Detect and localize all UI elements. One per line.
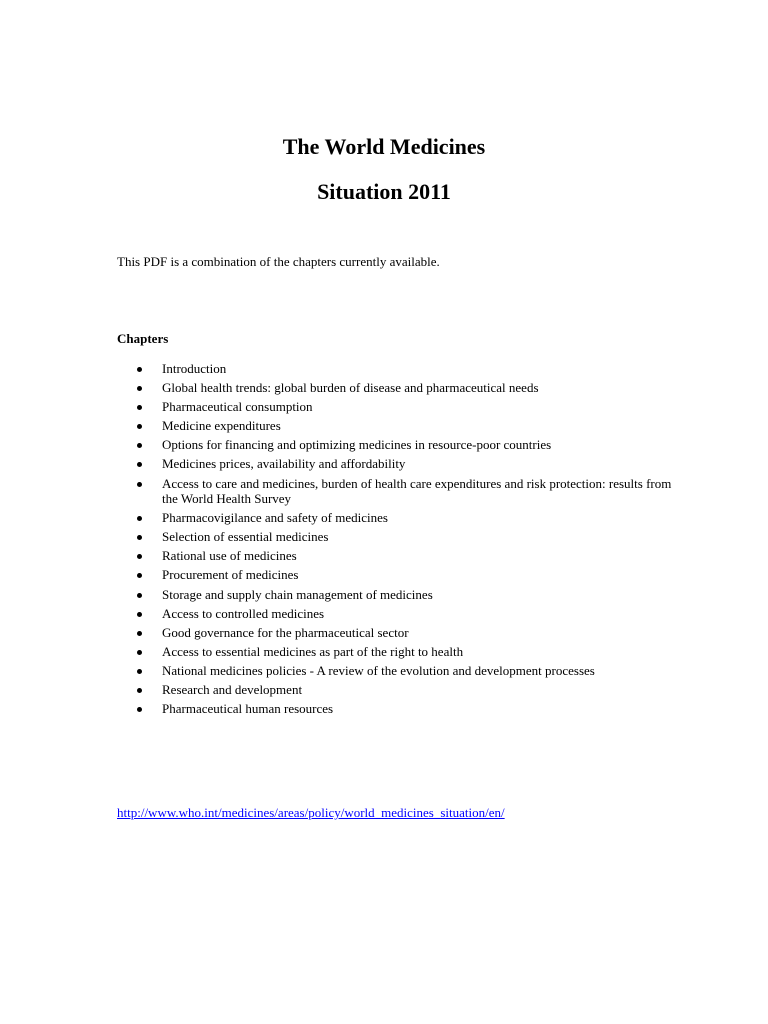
chapter-label: Pharmaceutical human resources — [162, 701, 334, 717]
chapter-label: Research and development — [162, 682, 303, 697]
chapter-item — [117, 587, 677, 603]
chapter-item — [117, 456, 677, 472]
chapter-item — [117, 625, 677, 641]
chapter-item — [117, 548, 677, 564]
chapter-label: National medicines policies - A review of the evolution and development processes — [162, 662, 595, 678]
document-title-line-1: The World Medicines — [282, 134, 486, 159]
chapter-label: Access to care and medicines, burden of health care expenditures and risk protection: results from the World Health Survey — [162, 475, 672, 507]
bullet-icon — [137, 535, 142, 540]
chapter-item — [117, 399, 677, 415]
chapter-label: Good governance for the pharmaceutical sector — [162, 624, 409, 640]
bullet-icon — [137, 367, 142, 372]
chapter-item — [117, 418, 677, 434]
who-link[interactable]: http://www.who.int/medicines/areas/policy/world_medicines_situation/en/ — [117, 805, 505, 820]
chapter-item — [117, 510, 677, 526]
chapter-item — [117, 567, 677, 583]
bullet-icon — [137, 516, 142, 521]
chapter-label: Rational use of medicines — [162, 548, 297, 564]
chapter-item — [117, 476, 677, 507]
chapter-label: Introduction — [162, 361, 227, 376]
bullet-icon — [137, 612, 142, 617]
chapter-label: Pharmaceutical consumption — [162, 399, 313, 415]
chapters-heading: Chapters — [117, 331, 169, 346]
bullet-icon — [137, 443, 142, 448]
chapter-item — [117, 682, 677, 698]
bullet-icon — [137, 688, 142, 693]
chapter-label: Storage and supply chain management of medicines — [162, 586, 433, 602]
chapter-item — [117, 644, 677, 660]
bullet-icon — [137, 462, 142, 467]
bullet-icon — [137, 386, 142, 391]
chapter-label: Medicine expenditures — [162, 418, 281, 434]
chapter-item — [117, 529, 677, 545]
chapter-label: Procurement of medicines — [162, 567, 299, 583]
bullet-icon — [137, 593, 142, 598]
chapter-item — [117, 606, 677, 622]
document-title-line-2: Situation 2011 — [317, 179, 451, 204]
chapter-label: Options for financing and optimizing medicines in resource-poor countries — [162, 437, 552, 453]
chapter-item — [117, 701, 677, 717]
chapter-label: Medicines prices, availability and affordability — [162, 456, 406, 472]
bullet-icon — [137, 707, 142, 712]
intro-text: This PDF is a combination of the chapters currently available. — [117, 254, 440, 269]
chapter-list — [117, 361, 677, 720]
bullet-icon — [137, 424, 142, 429]
chapter-item — [117, 361, 677, 377]
chapter-label: Pharmacovigilance and safety of medicines — [162, 510, 388, 526]
chapter-label: Selection of essential medicines — [162, 529, 329, 545]
bullet-icon — [137, 669, 142, 674]
bullet-icon — [137, 482, 142, 487]
bullet-icon — [137, 554, 142, 559]
bullet-icon — [137, 573, 142, 578]
chapter-item — [117, 380, 677, 396]
chapter-item — [117, 437, 677, 453]
chapter-label: Access to essential medicines as part of the right to health — [162, 643, 464, 659]
chapter-label: Global health trends: global burden of disease and pharmaceutical needs — [162, 380, 539, 396]
bullet-icon — [137, 405, 142, 410]
chapter-label: Access to controlled medicines — [162, 605, 325, 621]
bullet-icon — [137, 650, 142, 655]
bullet-icon — [137, 631, 142, 636]
chapter-item — [117, 663, 677, 679]
